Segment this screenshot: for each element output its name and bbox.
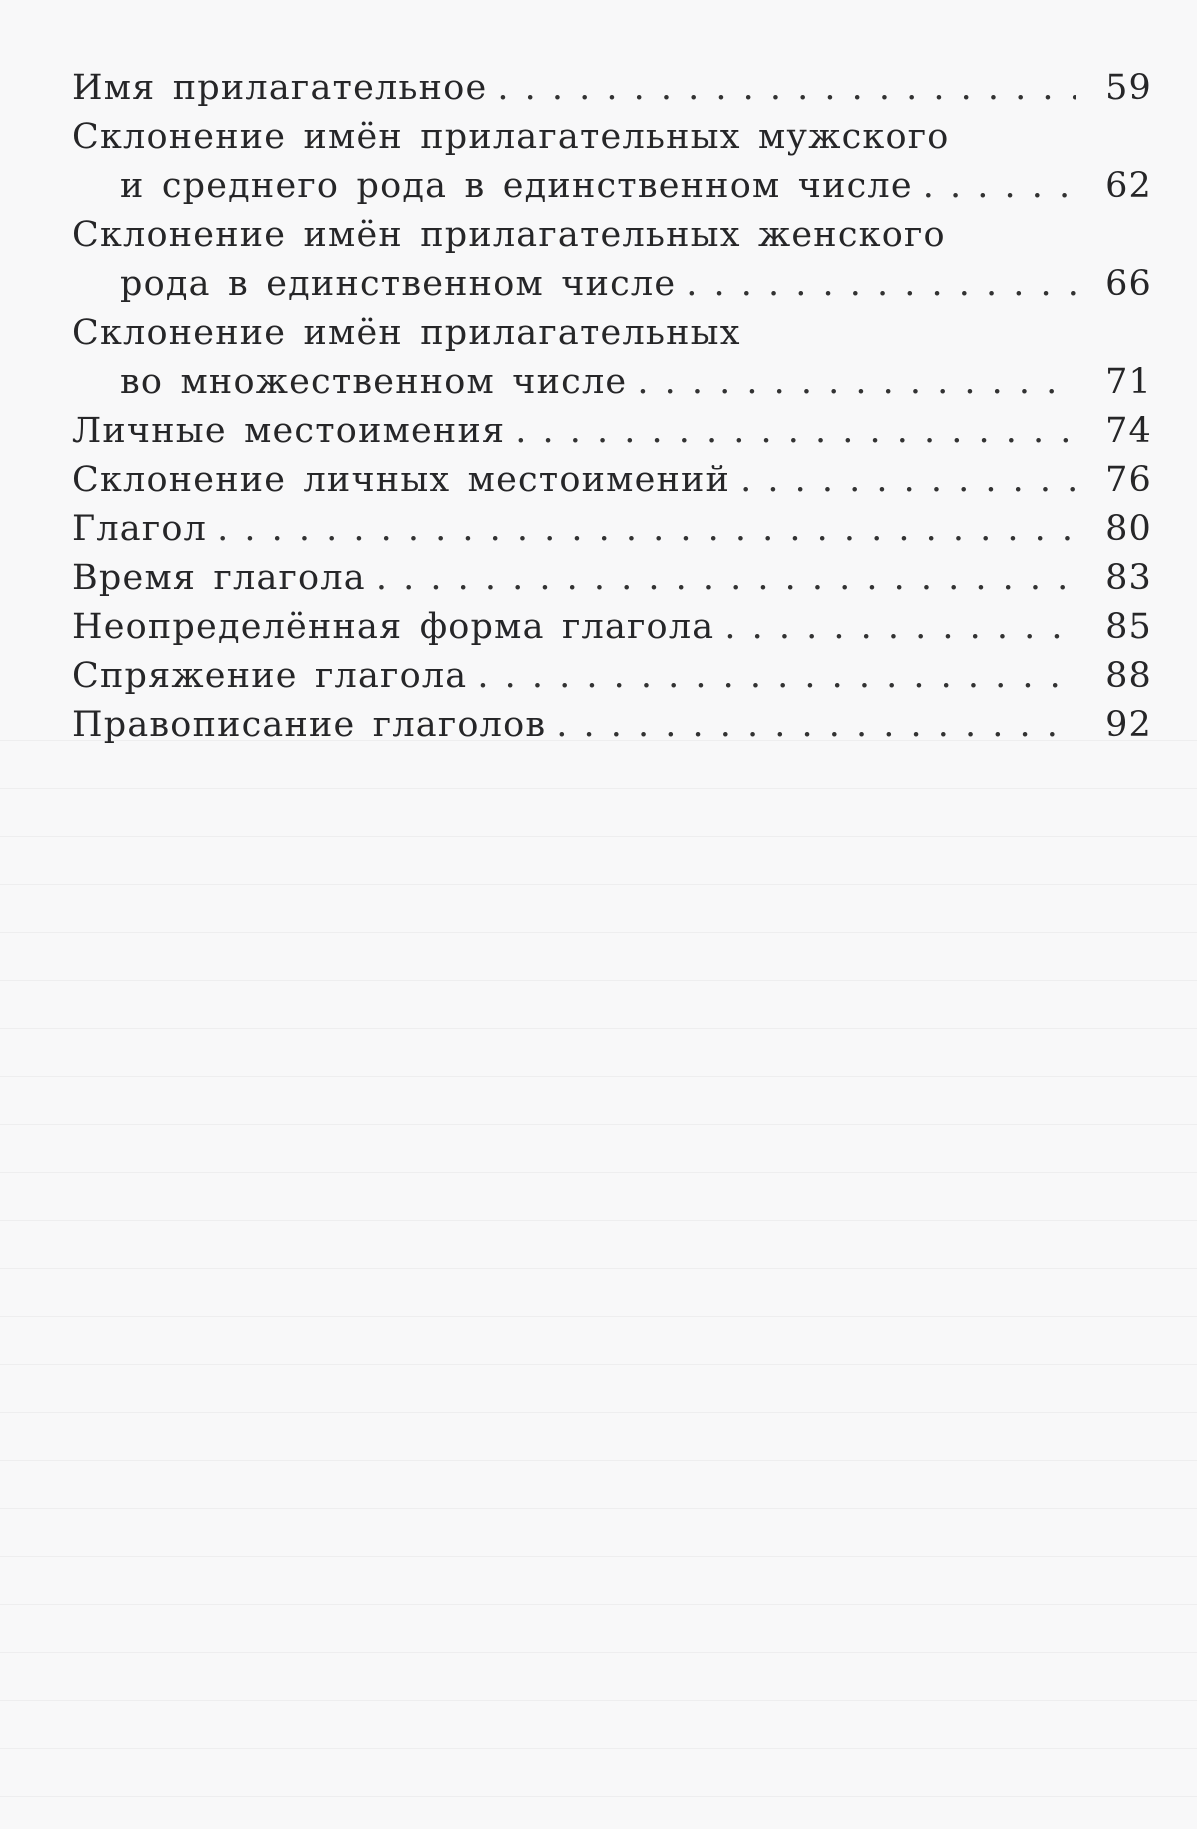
leader-dots xyxy=(686,264,1076,304)
leader-dots xyxy=(477,656,1076,696)
show-through-background xyxy=(0,700,1197,1829)
toc-entry xyxy=(72,705,1152,754)
leader-dots xyxy=(497,68,1076,108)
toc-entry-title: Личные местоимения xyxy=(72,411,506,451)
toc-entry-title: Склонение имён прилагательных xyxy=(72,313,741,353)
toc-entry xyxy=(72,215,1152,313)
toc-entry-title: Склонение имён прилагательных мужского xyxy=(72,117,950,157)
toc-entry xyxy=(72,656,1152,705)
toc-entry-title: Неопределённая форма глагола xyxy=(72,607,715,647)
toc-entry-title: Имя прилагательное xyxy=(72,68,488,108)
toc-entry-title-continuation: во множественном числе xyxy=(120,362,628,402)
toc-page-number: 83 xyxy=(1105,558,1152,598)
toc-entry xyxy=(72,313,1152,411)
toc-entry-title: Время глагола xyxy=(72,558,366,598)
leader-dots xyxy=(724,607,1076,647)
toc-page-number: 92 xyxy=(1105,705,1152,745)
toc-entry xyxy=(72,117,1152,215)
toc-page-number: 62 xyxy=(1105,166,1152,206)
leader-dots xyxy=(376,558,1076,598)
toc-entry xyxy=(72,607,1152,656)
toc-page-number: 88 xyxy=(1105,656,1152,696)
leader-dots xyxy=(217,509,1076,549)
toc-page-number: 66 xyxy=(1105,264,1152,304)
toc-entry-title: Глагол xyxy=(72,509,208,549)
toc-entry-title: Правописание глаголов xyxy=(72,705,547,745)
leader-dots xyxy=(740,460,1076,500)
toc-entry xyxy=(72,509,1152,558)
toc-entry-title-continuation: рода в единственном числе xyxy=(120,264,677,304)
toc-page-number: 74 xyxy=(1105,411,1152,451)
leader-dots xyxy=(637,362,1076,402)
leader-dots xyxy=(923,166,1076,206)
toc-entry-title: Склонение личных местоимений xyxy=(72,460,731,500)
leader-dots xyxy=(515,411,1076,451)
toc-entry-title: Склонение имён прилагательных женского xyxy=(72,215,946,255)
toc-entry xyxy=(72,411,1152,460)
table-of-contents xyxy=(72,68,1152,754)
toc-page-number: 59 xyxy=(1105,68,1152,108)
toc-entry xyxy=(72,68,1152,117)
toc-entry xyxy=(72,558,1152,607)
leader-dots xyxy=(556,705,1076,745)
toc-page-number: 85 xyxy=(1105,607,1152,647)
toc-entry xyxy=(72,460,1152,509)
toc-entry-title-continuation: и среднего рода в единственном числе xyxy=(120,166,913,206)
toc-page-number: 80 xyxy=(1105,509,1152,549)
toc-entry-title: Спряжение глагола xyxy=(72,656,468,696)
toc-page-number: 71 xyxy=(1105,362,1152,402)
toc-page-number: 76 xyxy=(1105,460,1152,500)
